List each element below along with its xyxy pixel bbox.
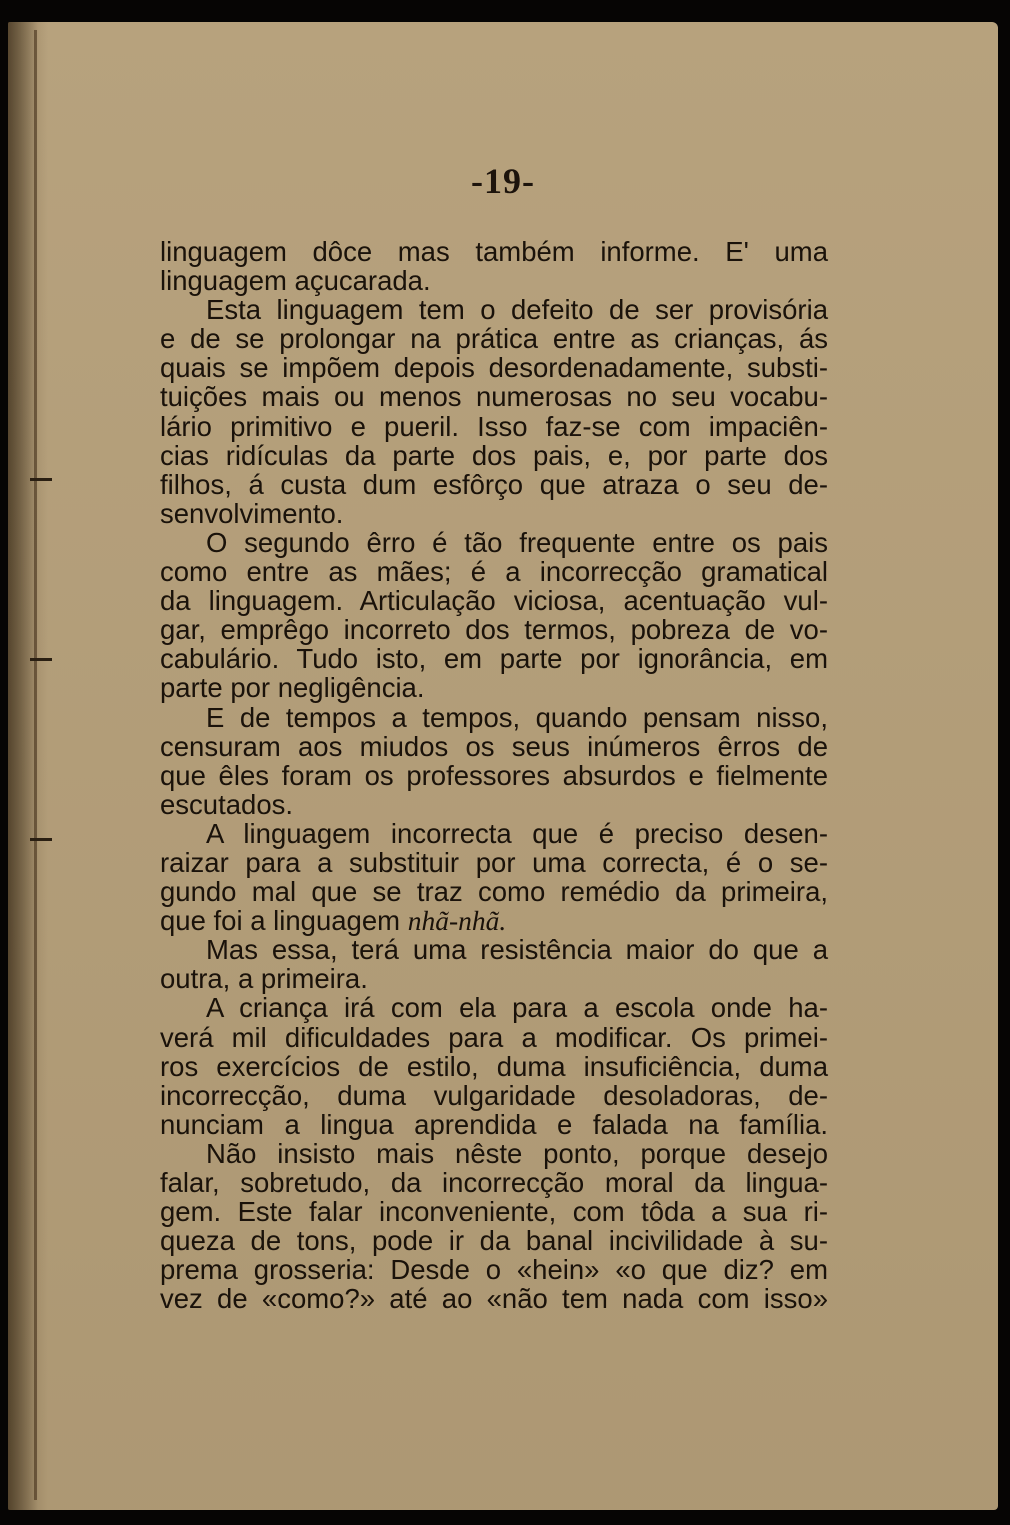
text-line — [160, 441, 828, 470]
text-line-content: filhos, á custa dum esfôrço que atraza o seu de- — [160, 468, 828, 500]
text-line-content: Esta linguagem tem o defeito de ser provisória — [206, 294, 828, 326]
page-number: -19- — [471, 161, 535, 201]
text-line — [160, 295, 828, 324]
text-line — [160, 906, 828, 935]
text-line-content: da linguagem. Articulação viciosa, acentuação vul- — [160, 585, 828, 617]
text-line — [160, 790, 828, 819]
text-line-content: outra, a primeira. — [160, 963, 368, 995]
text-line-content: senvolvimento. — [160, 497, 344, 529]
text-line-content: vez de «como?» até ao «não tem nada com isso» — [160, 1283, 828, 1315]
text-line-content: como entre as mães; é a incorrecção gramatical — [160, 556, 828, 588]
text-line — [160, 353, 828, 382]
text-line — [160, 1284, 828, 1313]
italic-phrase: nhã-nhã. — [407, 905, 507, 937]
text-line — [160, 877, 828, 906]
text-line-content: escutados. — [160, 788, 294, 820]
text-line-content: Não insisto mais nêste ponto, porque desejo — [206, 1137, 828, 1169]
text-line — [160, 1139, 828, 1168]
text-line — [160, 673, 828, 702]
text-line — [160, 499, 828, 528]
text-line-content: tuições mais ou menos numerosas no seu vocabu- — [160, 381, 828, 413]
text-line-content: nunciam a lingua aprendida e falada na família. — [160, 1108, 828, 1140]
binding-mark — [30, 478, 52, 481]
text-line — [160, 644, 828, 673]
text-line-content: gundo mal que se traz como remédio da primeira, — [160, 876, 828, 908]
text-line — [160, 557, 828, 586]
text-line-content: gem. Este falar inconveniente, com tôda a sua ri- — [160, 1196, 828, 1228]
text-line — [160, 1255, 828, 1284]
text-line-content: ros exercícios de estilo, duma insuficiência, duma — [160, 1050, 828, 1082]
text-line — [160, 732, 828, 761]
text-line — [160, 470, 828, 499]
text-line — [160, 1226, 828, 1255]
text-line-content: cabulário. Tudo isto, em parte por ignorância, em — [160, 643, 828, 675]
text-line — [160, 324, 828, 353]
text-line — [160, 964, 828, 993]
text-line — [160, 1197, 828, 1226]
text-line — [160, 412, 828, 441]
text-line-content: A criança irá com ela para a escola onde ha- — [206, 992, 828, 1024]
text-line-content: linguagem dôce mas também informe. E' uma — [160, 236, 828, 267]
text-line-content: E de tempos a tempos, quando pensam nisso, — [206, 701, 828, 733]
text-line-content: incorrecção, duma vulgaridade desoladoras, de- — [160, 1079, 828, 1111]
text-line — [160, 237, 828, 266]
text-line — [160, 848, 828, 877]
text-line-content: cias ridículas da parte dos pais, e, por parte dos — [160, 439, 828, 471]
spine-fold-line — [34, 30, 37, 1500]
text-line — [160, 1110, 828, 1139]
text-line — [160, 1052, 828, 1081]
text-line-content: que foi a linguagem — [160, 905, 408, 937]
text-line-content: gar, emprêgo incorreto dos termos, pobreza de vo- — [160, 614, 828, 646]
text-line — [160, 528, 828, 557]
text-line — [160, 761, 828, 790]
body-text — [160, 237, 828, 1313]
text-line — [160, 266, 828, 295]
text-line — [160, 1081, 828, 1110]
text-line-content: A linguagem incorrecta que é preciso desen- — [206, 817, 828, 849]
text-line-content: queza de tons, pode ir da banal incivilidade à su- — [160, 1225, 828, 1257]
text-line — [160, 993, 828, 1022]
text-line — [160, 586, 828, 615]
text-line-content: parte por negligência. — [160, 672, 425, 704]
text-line — [160, 382, 828, 411]
text-line — [160, 819, 828, 848]
text-line-content: lário primitivo e pueril. Isso faz-se com impaciên- — [160, 410, 828, 442]
text-line-content: verá mil dificuldades para a modificar. Os primei- — [160, 1021, 828, 1053]
text-line — [160, 935, 828, 964]
text-line-content: e de se prolongar na prática entre as crianças, ás — [160, 323, 828, 355]
text-line-content: Mas essa, terá uma resistência maior do que a — [206, 934, 828, 966]
text-line-content: O segundo êrro é tão frequente entre os pais — [206, 526, 828, 558]
text-line-content: censuram aos miudos os seus inúmeros êrros de — [160, 730, 828, 762]
binding-mark — [30, 838, 52, 841]
text-line — [160, 1168, 828, 1197]
text-line — [160, 615, 828, 644]
text-line-content: linguagem açucarada. — [160, 265, 431, 297]
text-line-content: que êles foram os professores absurdos e fielmente — [160, 759, 828, 791]
text-line — [160, 1023, 828, 1052]
text-line-content: falar, sobretudo, da incorrecção moral da lingua- — [160, 1167, 828, 1198]
text-line-content: prema grosseria: Desde o «hein» «o que diz? em — [160, 1254, 828, 1286]
text-line-content: raizar para a substituir por uma correcta, é o se- — [160, 846, 828, 878]
binding-mark — [30, 658, 52, 661]
text-line — [160, 703, 828, 732]
book-page — [8, 22, 998, 1510]
text-line-content: quais se impõem depois desordenadamente, substi- — [160, 352, 828, 384]
